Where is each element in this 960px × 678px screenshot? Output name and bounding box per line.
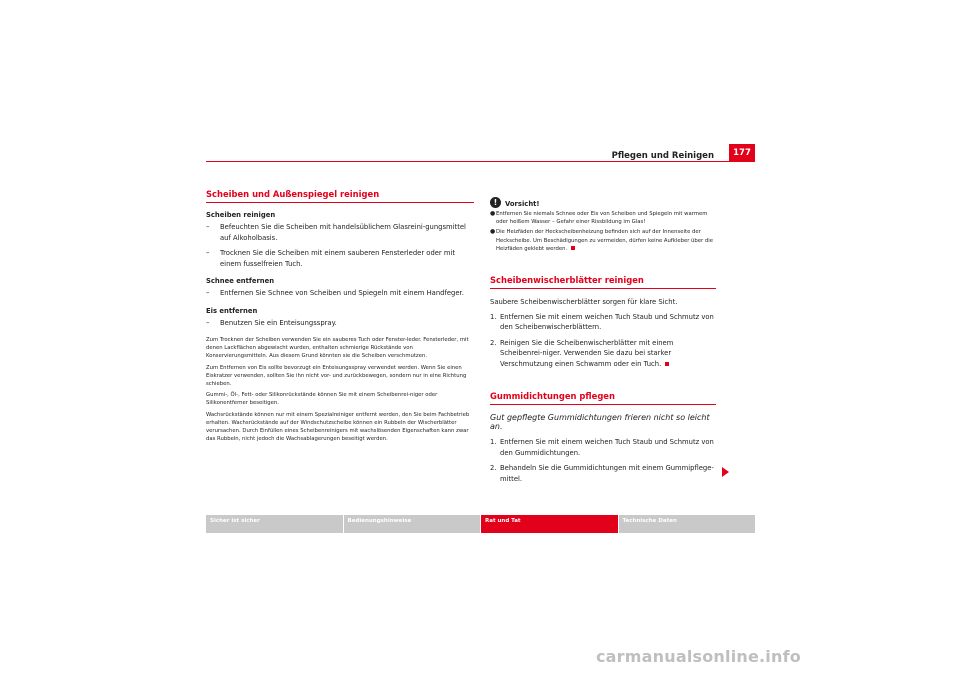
section-title-rubber: Gummidichtungen pflegen	[490, 391, 716, 405]
note-paragraph: Gummi-, Öl-, Fett- oder Silikonrückstände können Sie mit einem Scheibenrei-niger oder Silikonentferner beseitigen.	[206, 392, 438, 407]
left-column	[206, 189, 474, 446]
subhead-remove-snow: Schnee entfernen	[206, 277, 275, 285]
step-item: 1. Entfernen Sie mit einem weichen Tuch Staub und Schmutz von den Scheibenwischerblättern.	[490, 312, 714, 332]
list-item: – Trocknen Sie die Scheiben mit einem sauberen Fensterleder oder mit einem fusselfreien Tuch.	[206, 249, 456, 268]
warning-box	[490, 196, 716, 253]
dash-marker: –	[206, 318, 210, 327]
step-item: 1. Entfernen Sie mit einem weichen Tuch Staub und Schmutz von den Gummidichtungen.	[490, 438, 714, 457]
tab-sicher-ist-sicher[interactable]: Sicher ist sicher	[206, 515, 343, 533]
bullet-icon: ●	[490, 210, 496, 217]
warning-bullet: ● Entfernen Sie niemals Schnee oder Eis von Scheiben und Spiegeln mit warmem oder heißem Wasser – Gefahr einer Rissbildung im Glas!	[490, 210, 708, 226]
header-rule	[206, 161, 755, 162]
right-column	[490, 196, 716, 489]
list-item: – Benutzen Sie ein Enteisungsspray.	[206, 318, 337, 327]
next-page-arrow-icon[interactable]	[722, 467, 729, 477]
step-item: 2. Reinigen Sie die Scheibenwischerblätter mit einem Scheibenrei-niger. Verwenden Sie dazu bei starker Verschmutzung einen Schwamm oder ein Tuch.	[490, 338, 674, 368]
tab-technische-daten[interactable]: Technische Daten	[619, 515, 756, 533]
dash-marker: –	[206, 249, 210, 257]
watermark-text: carmanualsonline.info	[596, 647, 801, 666]
section-title-windows: Scheiben und Außenspiegel reinigen	[206, 189, 474, 203]
dash-marker: –	[206, 289, 210, 297]
list-item: – Entfernen Sie Schnee von Scheiben und Spiegeln mit einem Handfeger.	[206, 289, 464, 297]
notes-block	[206, 336, 474, 443]
page-header-title: Pflegen und Reinigen	[611, 151, 714, 161]
wiper-section	[490, 275, 716, 369]
rubber-subtitle: Gut gepflegte Gummidichtungen frieren nicht so leicht an.	[490, 413, 710, 432]
tab-rat-und-tat[interactable]: Rat und Tat	[481, 515, 618, 533]
subhead-clean-windows: Scheiben reinigen	[206, 211, 276, 219]
rubber-section	[490, 391, 716, 484]
note-paragraph: Wachsrückstände können nur mit einem Spezialreiniger entfernt werden, den Sie beim Fachbetrieb erhalten. Wachsrückstände auf der Windschutzscheibe können ein Rubbeln der Wischerblätter verursachen. Durch Einfüllen eines Scheibenreinigers mit wachslösenden Eigenschaften kann zwar das Rubbeln, nicht jedoch die Wachsablagerungen beseitigt werden.	[206, 411, 470, 443]
subhead-remove-ice: Eis entfernen	[206, 306, 258, 315]
footer-nav	[206, 515, 755, 533]
end-of-section-icon	[571, 246, 575, 250]
note-paragraph: Zum Entfernen von Eis sollte bevorzugt ein Enteisungsspray verwendet werden. Wenn Sie einen Eiskratzer verwenden, sollten Sie ihn nicht vor- und zurückbewegen, sondern nur in eine Richtung schieben.	[206, 364, 467, 388]
step-item: 2. Behandeln Sie die Gummidichtungen mit einem Gummipflege-mittel.	[490, 464, 714, 483]
warning-icon: !	[490, 197, 501, 208]
warning-bullet: ● Die Heizfäden der Heckscheibenheizung befinden sich auf der Innenseite der Heckscheibe. Um Beschädigungen zu vermeiden, dürfen keine Aufkleber über die Heizfäden geklebt werden.	[490, 228, 713, 252]
dash-marker: –	[206, 223, 210, 231]
page-number: 177	[729, 144, 755, 162]
note-paragraph: Zum Trocknen der Scheiben verwenden Sie ein sauberes Tuch oder Fenster-leder. Fensterleder, mit denen Lackflächen abgewischt wurden, enthalten schmierige Rückstände von Konservierungsmitteln. Aus diesem Grund könnten sie die Scheiben verschmutzen.	[206, 337, 469, 360]
end-of-section-icon	[665, 362, 669, 366]
warning-label: Vorsicht!	[505, 200, 540, 208]
tab-bedienungshinweise[interactable]: Bedienungshinweise	[344, 515, 481, 533]
section-title-wiper: Scheibenwischerblätter reinigen	[490, 275, 716, 289]
bullet-icon: ●	[490, 228, 496, 236]
wiper-intro: Saubere Scheibenwischerblätter sorgen für klare Sicht.	[490, 298, 678, 307]
warning-header	[490, 196, 716, 208]
list-item: – Befeuchten Sie die Scheiben mit handelsüblichem Glasreini-gungsmittel auf Alkoholbasis.	[206, 223, 466, 242]
